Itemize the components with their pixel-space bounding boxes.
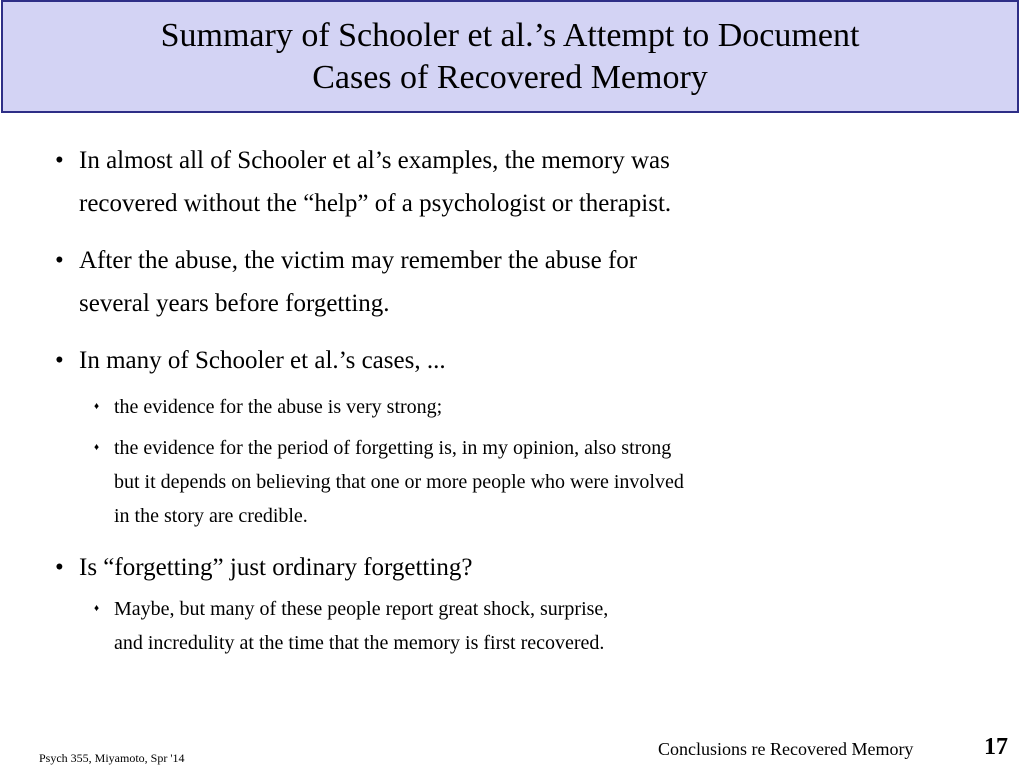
slide-title-line-1: Summary of Schooler et al.’s Attempt to Document (160, 16, 860, 54)
bullet-line: In almost all of Schooler et al’s examples, the memory was (79, 147, 670, 174)
slide-page-number: 17 (984, 734, 1008, 760)
bullet-line: In many of Schooler et al.’s cases, ... (79, 347, 446, 374)
bullet-line: After the abuse, the victim may remember the abuse for (79, 247, 638, 274)
diamond-bullet-icon: ♦ (94, 442, 100, 453)
bullet-text (79, 239, 637, 325)
slide-title-line-2: Cases of Recovered Memory (312, 58, 708, 96)
bullet-dot-icon: • (55, 247, 64, 274)
sub-bullet-line: the evidence for the abuse is very strong; (114, 396, 443, 418)
bullet-dot-icon: • (55, 554, 64, 581)
bullet-dot-icon: • (55, 147, 64, 174)
bullet-line: recovered without the “help” of a psychologist or therapist. (79, 190, 672, 217)
bullet-text (79, 139, 671, 225)
bullet-text (79, 546, 472, 589)
bullet-dot-icon: • (55, 347, 64, 374)
sub-bullet-text (114, 431, 684, 533)
footer-course-label: Psych 355, Miyamoto, Spr '14 (39, 751, 185, 765)
footer-section-title: Conclusions re Recovered Memory (658, 739, 914, 759)
bullet-text (79, 339, 446, 382)
sub-bullet-line: but it depends on believing that one or more people who were involved (114, 471, 684, 493)
sub-bullet-text (114, 592, 608, 660)
bullet-line: several years before forgetting. (79, 290, 390, 317)
bullet-line: Is “forgetting” just ordinary forgetting? (79, 554, 473, 581)
sub-bullet-line: the evidence for the period of forgetting is, in my opinion, also strong (114, 437, 672, 459)
sub-bullet-line: in the story are credible. (114, 505, 308, 527)
sub-bullet-text (114, 390, 442, 424)
diamond-bullet-icon: ♦ (94, 603, 100, 614)
sub-bullet-line: and incredulity at the time that the memory is first recovered. (114, 632, 605, 654)
sub-bullet-line: Maybe, but many of these people report great shock, surprise, (114, 598, 609, 620)
diamond-bullet-icon: ♦ (94, 401, 100, 412)
